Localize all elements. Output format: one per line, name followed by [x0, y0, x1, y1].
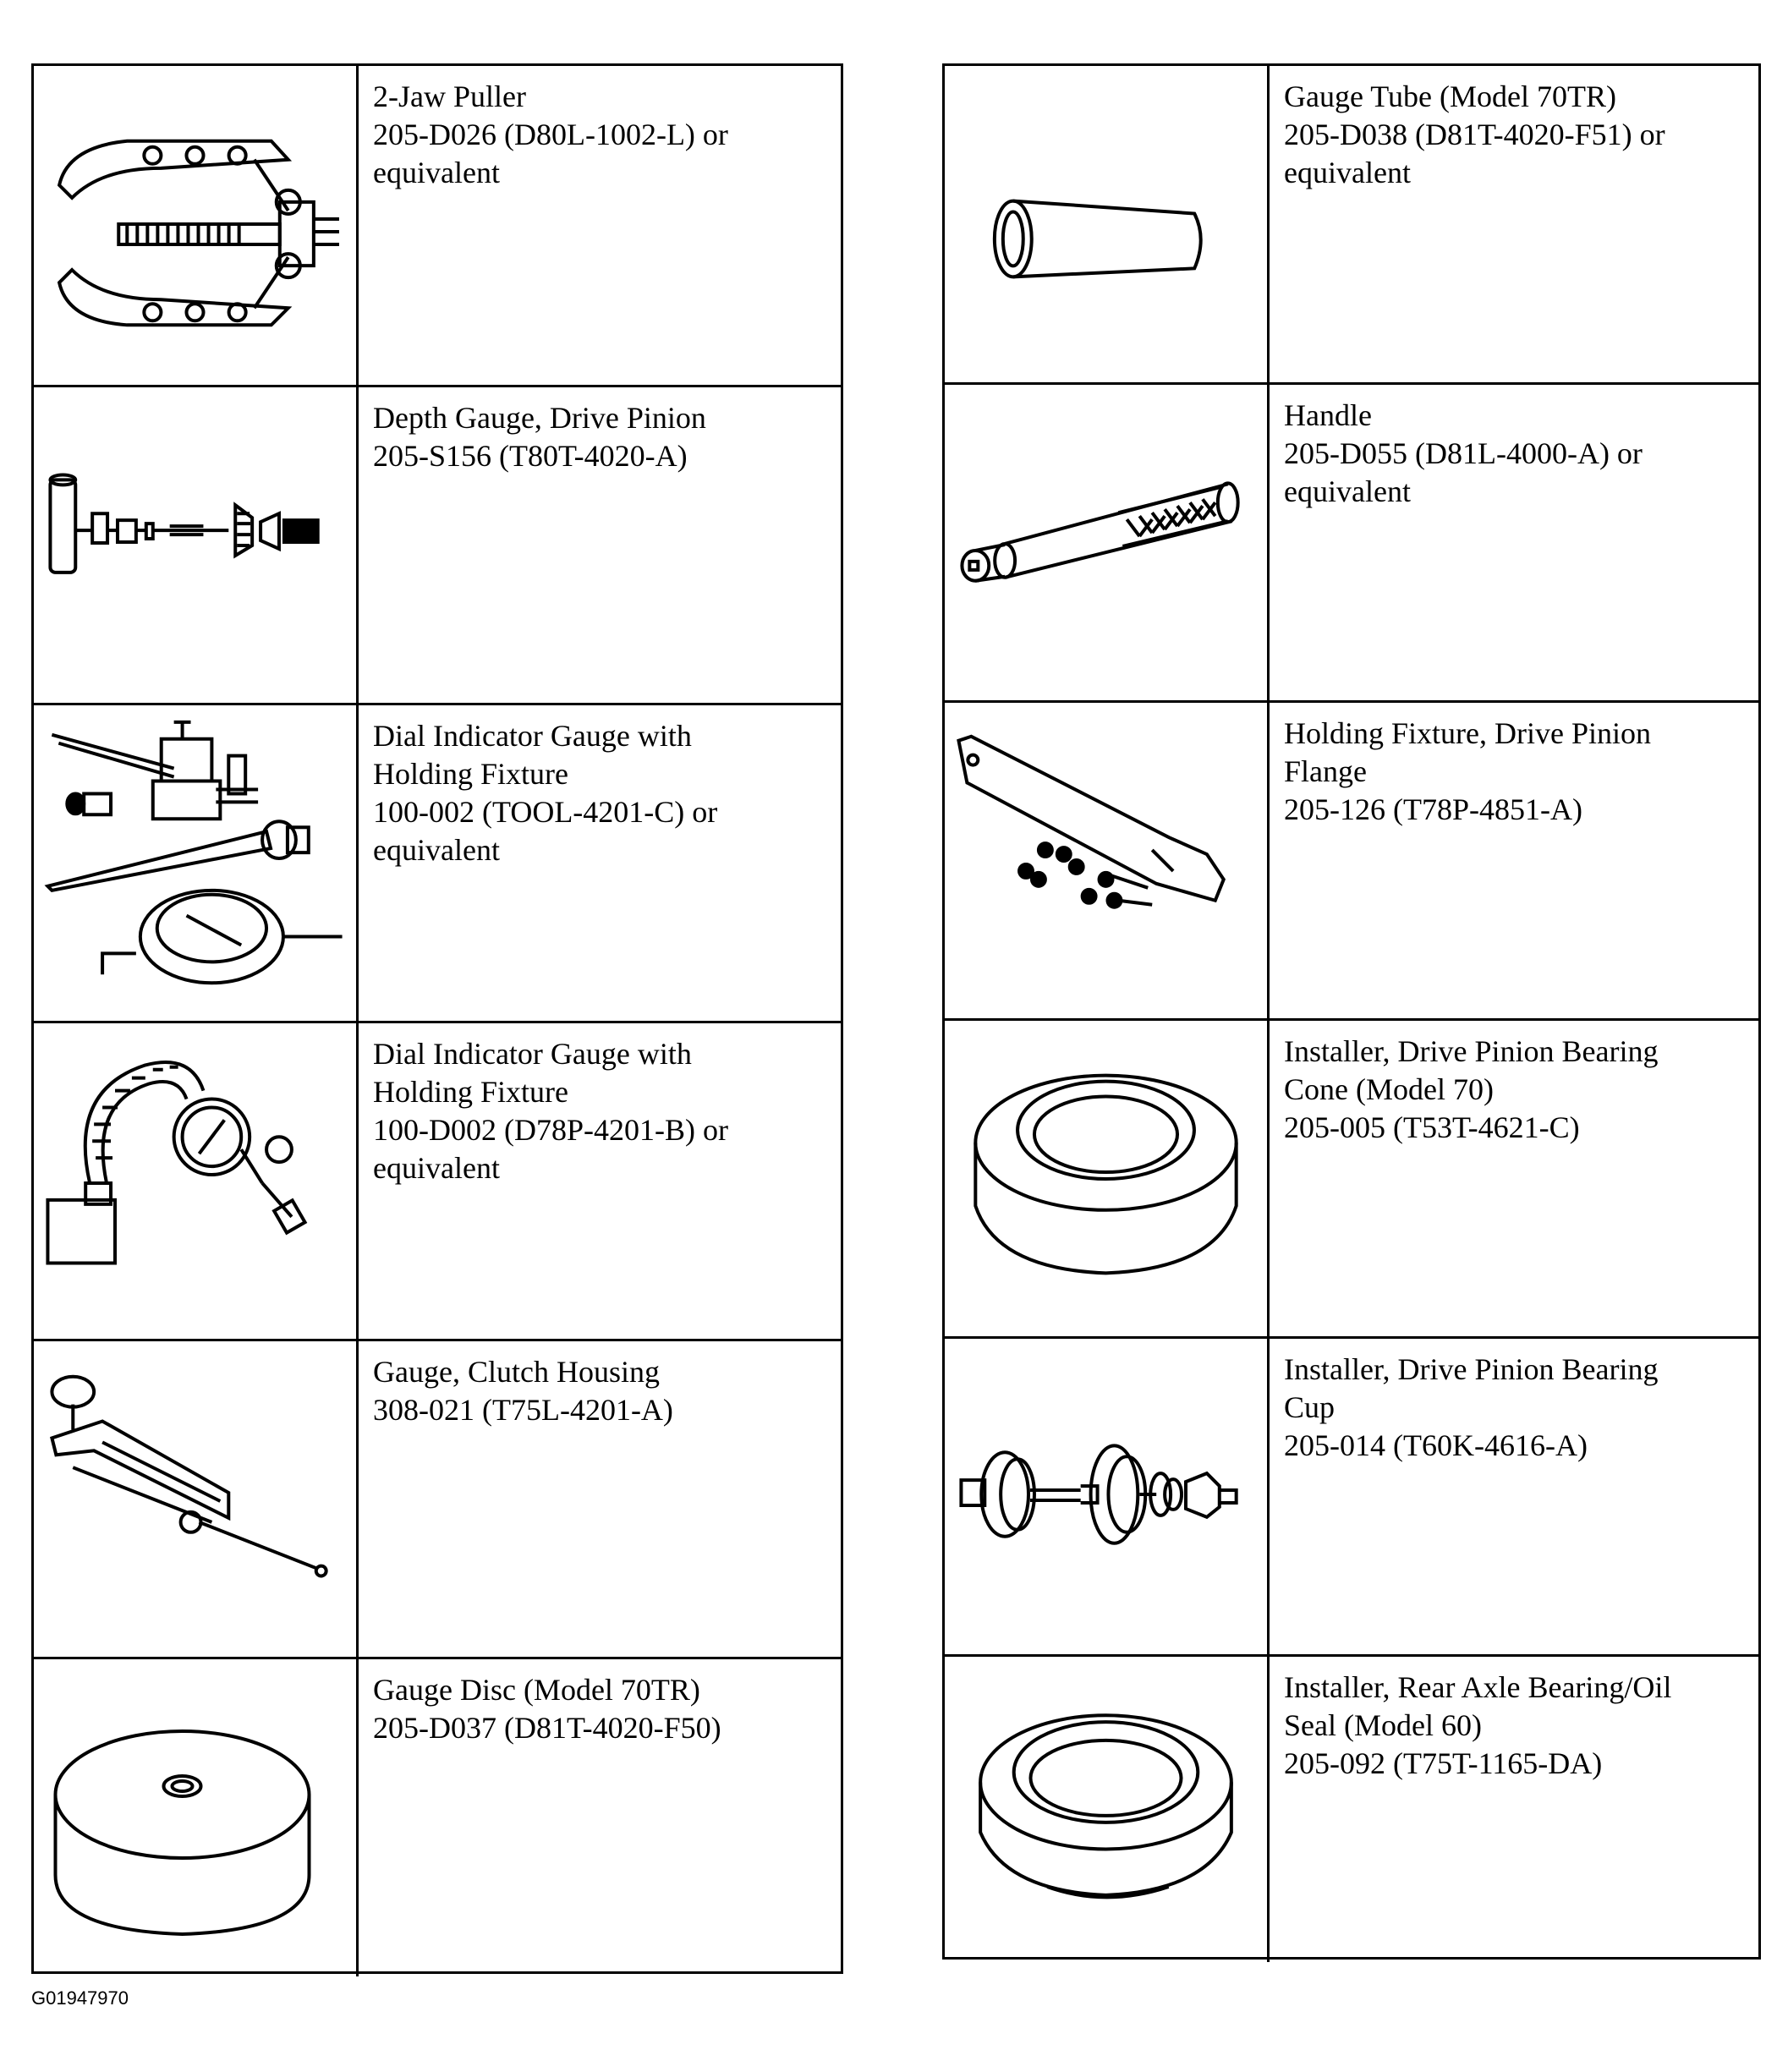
tool-row [945, 700, 1758, 1018]
tool-name: Installer, Drive Pinion Bearing [1284, 1352, 1659, 1386]
tool-row [945, 1336, 1758, 1654]
tool-row [945, 382, 1758, 700]
tool-description [373, 1671, 832, 1747]
tool-part-number: 205-D038 (D81T-4020-F51) or [1284, 118, 1665, 151]
jaw-puller-icon [34, 66, 359, 385]
tool-name-continued: Seal (Model 60) [1284, 1708, 1482, 1742]
tool-name: Gauge Tube (Model 70TR) [1284, 79, 1616, 113]
tool-part-number: 205-092 (T75T-1165-DA) [1284, 1746, 1603, 1780]
tool-equivalent-note: equivalent [1284, 474, 1411, 508]
tool-name: Dial Indicator Gauge with [373, 1037, 692, 1071]
tool-description [373, 1035, 832, 1187]
tool-part-number: 100-D002 (D78P-4201-B) or [373, 1113, 728, 1147]
tool-description [373, 399, 832, 475]
tool-part-number: 205-126 (T78P-4851-A) [1284, 792, 1582, 826]
tool-row [945, 66, 1758, 382]
bearing-cone-installer-icon [945, 1021, 1270, 1336]
dial-indicator-fixture-icon [34, 705, 359, 1021]
tool-name-continued: Holding Fixture [373, 1075, 568, 1109]
tool-name: Dial Indicator Gauge with [373, 719, 692, 753]
tool-name: Installer, Drive Pinion Bearing [1284, 1034, 1659, 1068]
tool-name-continued: Cone (Model 70) [1284, 1072, 1494, 1106]
tool-part-number: 205-D037 (D81T-4020-F50) [373, 1711, 721, 1745]
tool-name: Gauge, Clutch Housing [373, 1355, 660, 1389]
tool-name-continued: Cup [1284, 1390, 1336, 1424]
tool-description [1284, 1351, 1750, 1465]
tool-part-number: 205-S156 (T80T-4020-A) [373, 439, 688, 473]
tool-part-number: 205-D055 (D81L-4000-A) or [1284, 436, 1643, 470]
tool-description [373, 717, 832, 869]
magnetic-dial-indicator-icon [34, 1023, 359, 1339]
tool-description [373, 78, 832, 192]
tool-equivalent-note: equivalent [373, 156, 500, 189]
gauge-disc-icon [34, 1659, 359, 1976]
tool-description [1284, 1669, 1750, 1783]
tool-name: Installer, Rear Axle Bearing/Oil [1284, 1670, 1672, 1704]
tool-part-number: 205-014 (T60K-4616-A) [1284, 1428, 1588, 1462]
tool-name: Depth Gauge, Drive Pinion [373, 401, 706, 435]
tool-part-number: 205-005 (T53T-4621-C) [1284, 1110, 1580, 1144]
gauge-tube-icon [945, 66, 1270, 382]
axle-seal-installer-icon [945, 1657, 1270, 1962]
figure-id: G01947970 [31, 1987, 129, 2009]
tool-row [945, 1654, 1758, 1962]
tool-description [1284, 715, 1750, 829]
tool-name: 2-Jaw Puller [373, 79, 526, 113]
tool-row [34, 66, 841, 385]
tool-row [34, 385, 841, 703]
tool-row [945, 1018, 1758, 1336]
tool-name-continued: Flange [1284, 754, 1367, 788]
tool-description [373, 1353, 832, 1429]
right-tool-table [942, 63, 1761, 1960]
depth-gauge-icon [34, 387, 359, 703]
tool-equivalent-note: equivalent [373, 1151, 500, 1185]
tool-name-continued: Holding Fixture [373, 757, 568, 791]
tool-description [1284, 78, 1750, 192]
tool-name: Gauge Disc (Model 70TR) [373, 1673, 700, 1707]
tool-row [34, 1339, 841, 1657]
tool-description [1284, 1033, 1750, 1147]
handle-icon [945, 385, 1270, 700]
holding-fixture-icon [945, 703, 1270, 1018]
tool-name: Holding Fixture, Drive Pinion [1284, 716, 1651, 750]
clutch-housing-gauge-icon [34, 1341, 359, 1657]
left-tool-table [31, 63, 843, 1974]
tool-row [34, 1021, 841, 1339]
tool-equivalent-note: equivalent [1284, 156, 1411, 189]
tool-part-number: 308-021 (T75L-4201-A) [373, 1393, 673, 1427]
tool-equivalent-note: equivalent [373, 833, 500, 867]
tool-description [1284, 397, 1750, 511]
tool-row [34, 703, 841, 1021]
tool-part-number: 100-002 (TOOL-4201-C) or [373, 795, 718, 829]
tool-row [34, 1657, 841, 1976]
bearing-cup-installer-icon [945, 1339, 1270, 1654]
tool-name: Handle [1284, 398, 1372, 432]
tool-part-number: 205-D026 (D80L-1002-L) or [373, 118, 728, 151]
